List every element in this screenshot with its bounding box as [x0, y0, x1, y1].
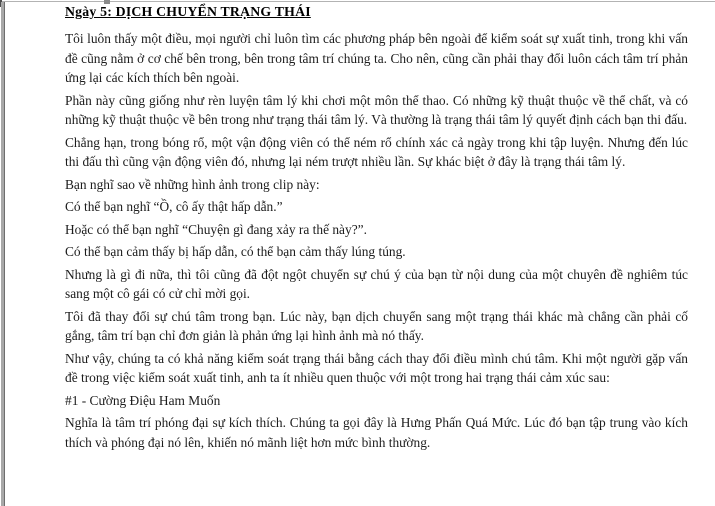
paragraph[interactable]: Có thể bạn nghĩ “Ồ, cô ấy thật hấp dẫn.” [65, 199, 283, 214]
paragraph[interactable]: Hoặc có thể bạn nghĩ “Chuyện gì đang xảy ra thế này?”. [65, 221, 367, 237]
paragraph[interactable]: Tôi luôn thấy một điều, mọi người chỉ luôn tìm các phương pháp bên ngoài để kiểm soát sự xuất tinh, trong khi vấn đề cũng nằm ở cơ chế bên trong, bên trong tâm trí chúng ta. Cho nên, cũng cần phải thay đổi luôn cách tâm trí phản ứng lại các kích thích bên ngoài. [65, 31, 688, 85]
paragraph[interactable]: Phần này cũng giống như rèn luyện tâm lý khi chơi một môn thể thao. Có những kỹ thuật thuộc về thể chất, và có những kỹ thuật thuộc về bên trong như trạng thái tâm lý. Và thường là trạng thái tâm lý quyết định cách bạn thi đấu. [65, 92, 688, 127]
paragraph[interactable]: Chẳng hạn, trong bóng rổ, một vận động viên có thể ném rổ chính xác cả ngày trong khi tập luyện. Nhưng đến lúc thi đấu thì cũng vận động viên đó, nhưng lại ném trượt nhiều lần. Sự khác biệt ở đây là trạng thái tâm lý. [65, 134, 688, 169]
document-page[interactable] [65, 2, 688, 455]
paragraph[interactable]: Nghĩa là tâm trí phóng đại sự kích thích. Chúng ta gọi đây là Hưng Phấn Quá Mức. Lúc đó bạn tập trung vào kích thích và phóng đại nó lên, khiến nó mãnh liệt hơn mức bình thường. [65, 415, 688, 450]
paragraph[interactable]: #1 - Cường Điệu Ham Muốn [65, 392, 221, 408]
page-title[interactable]: Ngày 5: DỊCH CHUYỂN TRẠNG THÁI [65, 4, 311, 19]
paragraph[interactable]: Bạn nghĩ sao về những hình ảnh trong clip này: [65, 176, 320, 192]
paragraph[interactable]: Có thể bạn cảm thấy bị hấp dẫn, có thể bạn cảm thấy lúng túng. [65, 244, 406, 259]
paragraph[interactable]: Như vậy, chúng ta có khả năng kiểm soát trạng thái bằng cách thay đổi điều mình chú tâm. Khi một người gặp vấn đề trong việc kiểm soát xuất tinh, anh ta ít nhiều quen thuộc với một trong hai trạng thái cảm xúc sau: [65, 350, 688, 385]
left-window-edge [1, 2, 5, 506]
paragraph-list [65, 29, 688, 452]
paragraph[interactable]: Tôi đã thay đổi sự chú tâm trong bạn. Lúc này, bạn dịch chuyển sang một trạng thái khác mà chẳng cần phải cố gắng, tâm trí bạn chỉ đơn giản là phản ứng lại hình ảnh mà nó thấy. [65, 308, 688, 343]
paragraph[interactable]: Nhưng là gì đi nữa, thì tôi cũng đã đột ngột chuyển sự chú ý của bạn từ nội dung của một chuyên đề nghiêm túc sang một cô gái có cử chỉ mời gọi. [65, 266, 688, 301]
